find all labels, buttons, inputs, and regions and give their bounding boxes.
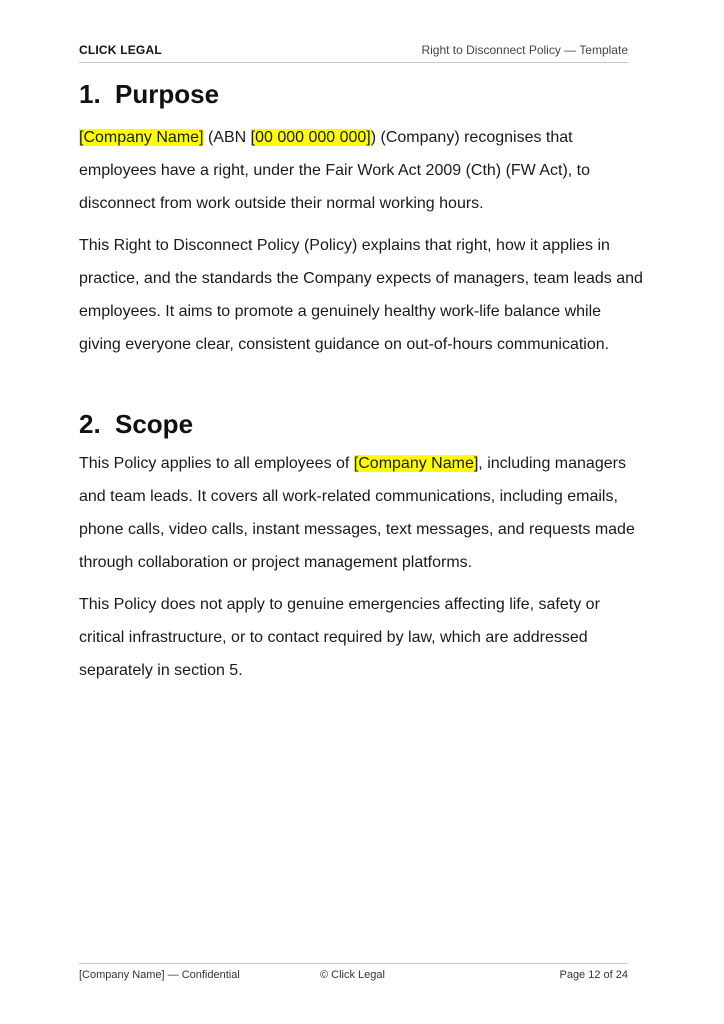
section-title: Scope (115, 409, 194, 439)
document-title: Right to Disconnect Policy — Template (421, 43, 628, 57)
section-number: 1. (79, 79, 101, 109)
company-name-placeholder: [Company Name] (353, 455, 479, 472)
section-purpose (79, 76, 645, 361)
paragraph-text: , including managers and team leads. It covers all work-related communications, including emails, phone calls, video calls, instant messages, text messages, and requests made through collaboration or project management platforms. (79, 455, 635, 571)
page-number: Page 12 of 24 (559, 969, 628, 981)
page-content (79, 76, 645, 687)
section-heading-purpose (79, 76, 645, 112)
section-title: Purpose (115, 79, 220, 109)
scope-paragraph-1 (79, 447, 645, 579)
section-heading-scope (79, 406, 645, 442)
paragraph-text: (ABN (203, 129, 251, 146)
brand-name: CLICK LEGAL (79, 43, 162, 57)
purpose-paragraph-1 (79, 121, 645, 220)
abn-placeholder: [00 000 000 000] (250, 129, 371, 146)
page-footer (79, 963, 628, 988)
purpose-paragraph-2: This Right to Disconnect Policy (Policy) explains that right, how it applies in practice, and the standards the Company expects of managers, team leads and employees. It aims to promote a genuinely healthy work-life balance while giving everyone clear, consistent guidance on out-of-hours communication. (79, 237, 643, 353)
company-name-placeholder: [Company Name] (79, 129, 204, 146)
scope-paragraph-2: This Policy does not apply to genuine emergencies affecting life, safety or critical infrastructure, or to contact required by law, which are addressed separately in section 5. (79, 596, 600, 679)
paragraph-text: This Policy applies to all employees of (79, 455, 354, 472)
section-scope (79, 406, 645, 687)
footer-copyright: © Click Legal (320, 969, 385, 981)
section-number: 2. (79, 409, 101, 439)
paragraph-text: ) (Company) recognises that employees have a right, under the Fair Work Act 2009 (Cth) (FW Act), to disconnect from work outside their normal working hours. (79, 129, 591, 212)
footer-confidential: [Company Name] — Confidential (79, 969, 240, 981)
page-header (79, 40, 628, 63)
